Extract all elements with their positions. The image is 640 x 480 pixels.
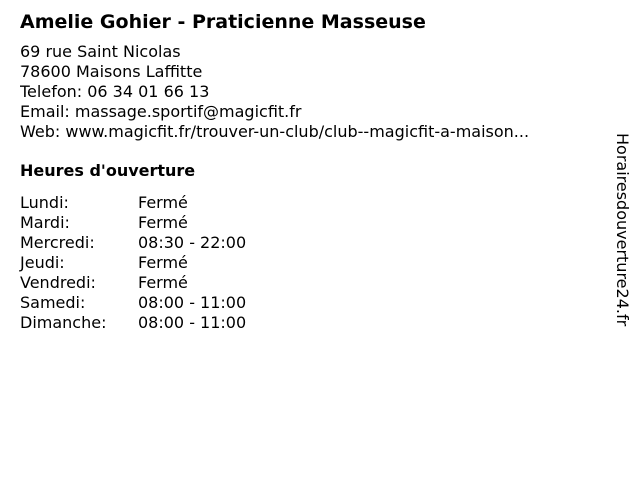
- hours-heading: Heures d'ouverture: [20, 161, 196, 180]
- hours-row-vendredi: [20, 273, 246, 293]
- web-line: Web: www.magicfit.fr/trouver-un-club/club--magicfit-a-maison...: [20, 122, 530, 141]
- city-address: 78600 Maisons Laffitte: [20, 62, 203, 81]
- street-address: 69 rue Saint Nicolas: [20, 42, 181, 61]
- hours-row-samedi: [20, 293, 246, 313]
- day-hours: Fermé: [138, 213, 188, 232]
- hours-row-jeudi: [20, 253, 246, 273]
- day-label: Samedi:: [20, 293, 86, 312]
- day-hours: 08:00 - 11:00: [138, 313, 247, 332]
- phone-line: Telefon: 06 34 01 66 13: [20, 82, 210, 101]
- day-hours: Fermé: [138, 253, 188, 272]
- day-label: Jeudi:: [20, 253, 65, 272]
- day-label: Dimanche:: [20, 313, 107, 332]
- email-line: Email: massage.sportif@magicfit.fr: [20, 102, 302, 121]
- address-block: [20, 42, 610, 142]
- day-hours: 08:30 - 22:00: [138, 233, 247, 252]
- business-name: Amelie Gohier - Praticienne Masseuse: [20, 11, 426, 33]
- hours-row-mardi: [20, 213, 246, 233]
- day-label: Mardi:: [20, 213, 70, 232]
- hours-table: [20, 193, 246, 333]
- watermark-text: Horairesdouverture24.fr: [613, 133, 632, 327]
- day-hours: Fermé: [138, 193, 188, 212]
- hours-row-lundi: [20, 193, 246, 213]
- hours-row-mercredi: [20, 233, 246, 253]
- day-hours: 08:00 - 11:00: [138, 293, 247, 312]
- day-label: Lundi:: [20, 193, 69, 212]
- day-label: Vendredi:: [20, 273, 96, 292]
- day-hours: Fermé: [138, 273, 188, 292]
- day-label: Mercredi:: [20, 233, 95, 252]
- business-card: [20, 10, 610, 333]
- hours-row-dimanche: [20, 313, 246, 333]
- site-watermark: [612, 133, 632, 373]
